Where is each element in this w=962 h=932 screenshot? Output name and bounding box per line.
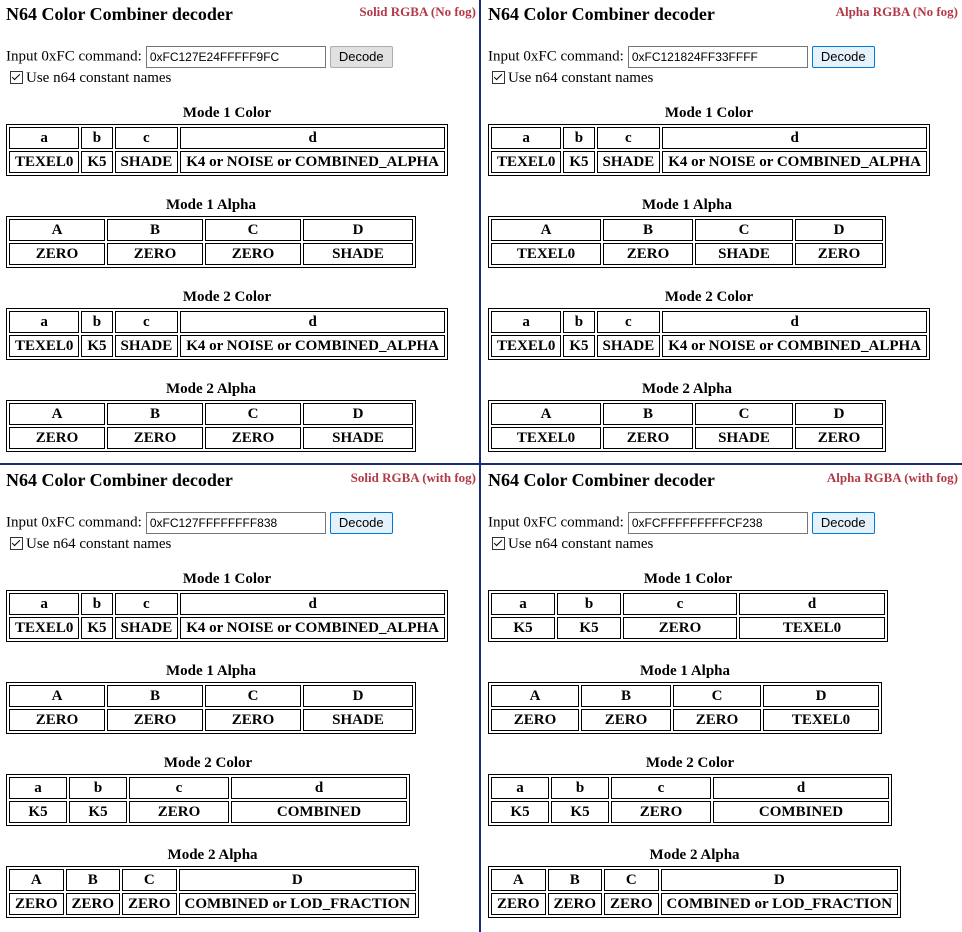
value-cell: ZERO: [107, 427, 203, 449]
value-cell: ZERO: [9, 709, 105, 731]
value-cell: K4 or NOISE or COMBINED_ALPHA: [180, 335, 445, 357]
value-cell: ZERO: [205, 709, 301, 731]
header-cell: B: [603, 403, 693, 425]
value-cell: ZERO: [623, 617, 737, 639]
input-label: Input 0xFC command:: [6, 514, 142, 531]
value-cell: ZERO: [107, 243, 203, 265]
panel-label: Solid RGBA (No fog): [359, 4, 476, 19]
mode2-alpha-table: [488, 400, 886, 452]
value-cell: SHADE: [303, 243, 413, 265]
mode1-alpha-table: [488, 682, 882, 734]
header-cell: B: [548, 869, 603, 891]
section-title: Mode 1 Alpha: [639, 663, 730, 679]
panel-title: N64 Color Combiner decoder: [6, 470, 233, 490]
decode-button[interactable]: Decode: [330, 512, 393, 534]
header-cell: b: [69, 777, 127, 799]
header-cell: C: [205, 685, 301, 707]
panel-title: N64 Color Combiner decoder: [6, 4, 233, 24]
header-cell: D: [795, 403, 883, 425]
header-cell: A: [491, 685, 579, 707]
header-cell: c: [115, 127, 179, 149]
constant-names-row: [492, 68, 653, 88]
mode2-alpha-section: [488, 847, 901, 918]
mode1-alpha-table: [6, 682, 416, 734]
input-row: [488, 510, 875, 534]
section-title: Mode 2 Alpha: [649, 847, 740, 863]
header-cell: c: [623, 593, 737, 615]
mode2-alpha-table: [488, 866, 901, 918]
header-cell: c: [611, 777, 711, 799]
mode1-alpha-table: [6, 216, 416, 268]
decode-button[interactable]: Decode: [812, 512, 875, 534]
header-cell: A: [491, 869, 546, 891]
value-cell: TEXEL0: [491, 243, 601, 265]
header-cell: a: [9, 127, 79, 149]
header-cell: a: [491, 593, 555, 615]
value-cell: K5: [491, 801, 549, 823]
header-cell: C: [695, 219, 793, 241]
header-cell: d: [231, 777, 407, 799]
header-cell: D: [661, 869, 899, 891]
header-cell: C: [205, 403, 301, 425]
header-cell: b: [81, 127, 112, 149]
header-cell: d: [713, 777, 889, 799]
panel-label: Solid RGBA (with fog): [350, 470, 476, 485]
header-cell: c: [115, 311, 179, 333]
value-cell: TEXEL0: [491, 335, 561, 357]
value-cell: K4 or NOISE or COMBINED_ALPHA: [662, 151, 927, 173]
header-cell: b: [563, 311, 594, 333]
section-title: Mode 2 Color: [664, 289, 754, 305]
value-cell: SHADE: [695, 427, 793, 449]
value-cell: ZERO: [673, 709, 761, 731]
constant-names-checkbox[interactable]: [10, 71, 23, 84]
header-cell: c: [129, 777, 229, 799]
checkbox-label: Use n64 constant names: [508, 536, 654, 552]
section-title: Mode 1 Color: [182, 105, 272, 121]
value-cell: ZERO: [491, 709, 579, 731]
value-cell: TEXEL0: [9, 617, 79, 639]
header-cell: A: [9, 403, 105, 425]
value-cell: COMBINED: [231, 801, 407, 823]
decoder-panel-alpha-with-fog: [482, 466, 962, 932]
header-cell: A: [9, 869, 64, 891]
value-cell: COMBINED or LOD_FRACTION: [661, 893, 899, 915]
mode1-color-section: [488, 105, 930, 176]
value-cell: SHADE: [695, 243, 793, 265]
header-cell: c: [115, 593, 179, 615]
section-title: Mode 2 Color: [182, 289, 272, 305]
header-cell: D: [179, 869, 417, 891]
header-cell: B: [107, 403, 203, 425]
header-cell: d: [180, 127, 445, 149]
mode1-alpha-section: [488, 663, 882, 734]
value-cell: K5: [551, 801, 609, 823]
mode1-color-table: [6, 590, 448, 642]
header-cell: b: [557, 593, 621, 615]
value-cell: K5: [557, 617, 621, 639]
value-cell: TEXEL0: [763, 709, 879, 731]
panel-label: Alpha RGBA (with fog): [826, 470, 958, 485]
mode2-alpha-table: [6, 400, 416, 452]
section-title: Mode 2 Alpha: [165, 381, 256, 397]
value-cell: K5: [69, 801, 127, 823]
value-cell: K5: [9, 801, 67, 823]
header-cell: a: [9, 777, 67, 799]
section-title: Mode 2 Alpha: [641, 381, 732, 397]
value-cell: ZERO: [107, 709, 203, 731]
header-cell: C: [673, 685, 761, 707]
header-cell: C: [122, 869, 177, 891]
value-cell: SHADE: [597, 151, 661, 173]
value-cell: SHADE: [303, 427, 413, 449]
value-cell: K5: [563, 151, 594, 173]
value-cell: ZERO: [205, 427, 301, 449]
header-cell: a: [9, 593, 79, 615]
header-cell: C: [604, 869, 659, 891]
header-cell: B: [107, 685, 203, 707]
value-cell: ZERO: [581, 709, 671, 731]
section-title: Mode 1 Color: [182, 571, 272, 587]
value-cell: K5: [81, 617, 112, 639]
input-row: [6, 44, 393, 68]
mode1-color-section: [488, 571, 888, 642]
value-cell: TEXEL0: [739, 617, 885, 639]
header-cell: D: [303, 685, 413, 707]
value-cell: SHADE: [115, 335, 179, 357]
value-cell: ZERO: [611, 801, 711, 823]
value-cell: ZERO: [205, 243, 301, 265]
value-cell: COMBINED: [713, 801, 889, 823]
mode2-color-section: [6, 755, 410, 826]
section-title: Mode 2 Alpha: [167, 847, 258, 863]
value-cell: K5: [563, 335, 594, 357]
value-cell: K5: [81, 335, 112, 357]
value-cell: ZERO: [795, 427, 883, 449]
value-cell: ZERO: [9, 243, 105, 265]
value-cell: ZERO: [491, 893, 546, 915]
value-cell: COMBINED or LOD_FRACTION: [179, 893, 417, 915]
mode1-alpha-section: [488, 197, 886, 268]
constant-names-row: [492, 534, 653, 554]
header-cell: C: [205, 219, 301, 241]
header-cell: a: [9, 311, 79, 333]
input-label: Input 0xFC command:: [6, 48, 142, 65]
mode2-alpha-section: [488, 381, 886, 452]
section-title: Mode 1 Alpha: [165, 197, 256, 213]
panel-title: N64 Color Combiner decoder: [488, 470, 715, 490]
decoder-panel-solid-with-fog: [0, 466, 480, 932]
value-cell: SHADE: [115, 617, 179, 639]
value-cell: ZERO: [603, 427, 693, 449]
mode2-alpha-table: [6, 866, 419, 918]
header-cell: D: [303, 219, 413, 241]
value-cell: ZERO: [548, 893, 603, 915]
constant-names-row: [10, 68, 171, 88]
mode1-color-table: [488, 590, 888, 642]
value-cell: K4 or NOISE or COMBINED_ALPHA: [180, 617, 445, 639]
checkbox-label: Use n64 constant names: [26, 70, 172, 86]
value-cell: K5: [491, 617, 555, 639]
value-cell: ZERO: [795, 243, 883, 265]
command-input[interactable]: [628, 46, 808, 68]
decoder-panel-solid-no-fog: [0, 0, 480, 466]
command-input[interactable]: [146, 46, 326, 68]
value-cell: K5: [81, 151, 112, 173]
value-cell: ZERO: [129, 801, 229, 823]
value-cell: SHADE: [115, 151, 179, 173]
panel-title: N64 Color Combiner decoder: [488, 4, 715, 24]
header-cell: a: [491, 127, 561, 149]
mode1-color-table: [6, 124, 448, 176]
mode1-color-section: [6, 105, 448, 176]
mode2-color-section: [6, 289, 448, 360]
constant-names-checkbox[interactable]: [492, 537, 505, 550]
header-cell: D: [795, 219, 883, 241]
constant-names-row: [10, 534, 171, 554]
header-cell: B: [581, 685, 671, 707]
mode1-alpha-section: [6, 663, 416, 734]
value-cell: K4 or NOISE or COMBINED_ALPHA: [180, 151, 445, 173]
section-title: Mode 1 Color: [643, 571, 733, 587]
mode1-alpha-table: [488, 216, 886, 268]
section-title: Mode 1 Color: [664, 105, 754, 121]
value-cell: SHADE: [303, 709, 413, 731]
mode1-alpha-section: [6, 197, 416, 268]
header-cell: B: [107, 219, 203, 241]
value-cell: ZERO: [604, 893, 659, 915]
header-cell: A: [9, 685, 105, 707]
value-cell: ZERO: [9, 893, 64, 915]
header-cell: b: [563, 127, 594, 149]
input-label: Input 0xFC command:: [488, 514, 624, 531]
header-cell: d: [739, 593, 885, 615]
input-row: [488, 44, 875, 68]
header-cell: d: [662, 127, 927, 149]
mode1-color-table: [488, 124, 930, 176]
decode-button[interactable]: Decode: [330, 46, 393, 68]
header-cell: D: [763, 685, 879, 707]
header-cell: c: [597, 127, 661, 149]
header-cell: b: [551, 777, 609, 799]
section-title: Mode 2 Color: [645, 755, 735, 771]
header-cell: A: [9, 219, 105, 241]
section-title: Mode 2 Color: [163, 755, 253, 771]
decoder-panel-alpha-no-fog: [482, 0, 962, 466]
header-cell: b: [81, 593, 112, 615]
mode2-color-section: [488, 755, 892, 826]
value-cell: TEXEL0: [9, 151, 79, 173]
mode2-color-table: [6, 308, 448, 360]
header-cell: C: [695, 403, 793, 425]
input-label: Input 0xFC command:: [488, 48, 624, 65]
mode2-alpha-section: [6, 381, 416, 452]
mode2-color-table: [488, 308, 930, 360]
section-title: Mode 1 Alpha: [641, 197, 732, 213]
header-cell: c: [597, 311, 661, 333]
value-cell: SHADE: [597, 335, 661, 357]
header-cell: A: [491, 219, 601, 241]
checkbox-label: Use n64 constant names: [26, 536, 172, 552]
header-cell: b: [81, 311, 112, 333]
input-row: [6, 510, 393, 534]
decode-button[interactable]: Decode: [812, 46, 875, 68]
mode2-alpha-section: [6, 847, 419, 918]
value-cell: TEXEL0: [491, 427, 601, 449]
header-cell: B: [603, 219, 693, 241]
constant-names-checkbox[interactable]: [492, 71, 505, 84]
mode1-color-section: [6, 571, 448, 642]
value-cell: ZERO: [9, 427, 105, 449]
value-cell: ZERO: [66, 893, 121, 915]
value-cell: TEXEL0: [9, 335, 79, 357]
header-cell: D: [303, 403, 413, 425]
mode2-color-table: [6, 774, 410, 826]
panel-label: Alpha RGBA (No fog): [835, 4, 958, 19]
command-input[interactable]: [628, 512, 808, 534]
header-cell: B: [66, 869, 121, 891]
value-cell: K4 or NOISE or COMBINED_ALPHA: [662, 335, 927, 357]
header-cell: a: [491, 311, 561, 333]
value-cell: ZERO: [122, 893, 177, 915]
command-input[interactable]: [146, 512, 326, 534]
header-cell: a: [491, 777, 549, 799]
header-cell: d: [180, 311, 445, 333]
header-cell: d: [180, 593, 445, 615]
section-title: Mode 1 Alpha: [165, 663, 256, 679]
header-cell: d: [662, 311, 927, 333]
value-cell: ZERO: [603, 243, 693, 265]
header-cell: A: [491, 403, 601, 425]
value-cell: TEXEL0: [491, 151, 561, 173]
mode2-color-section: [488, 289, 930, 360]
checkbox-label: Use n64 constant names: [508, 70, 654, 86]
mode2-color-table: [488, 774, 892, 826]
constant-names-checkbox[interactable]: [10, 537, 23, 550]
